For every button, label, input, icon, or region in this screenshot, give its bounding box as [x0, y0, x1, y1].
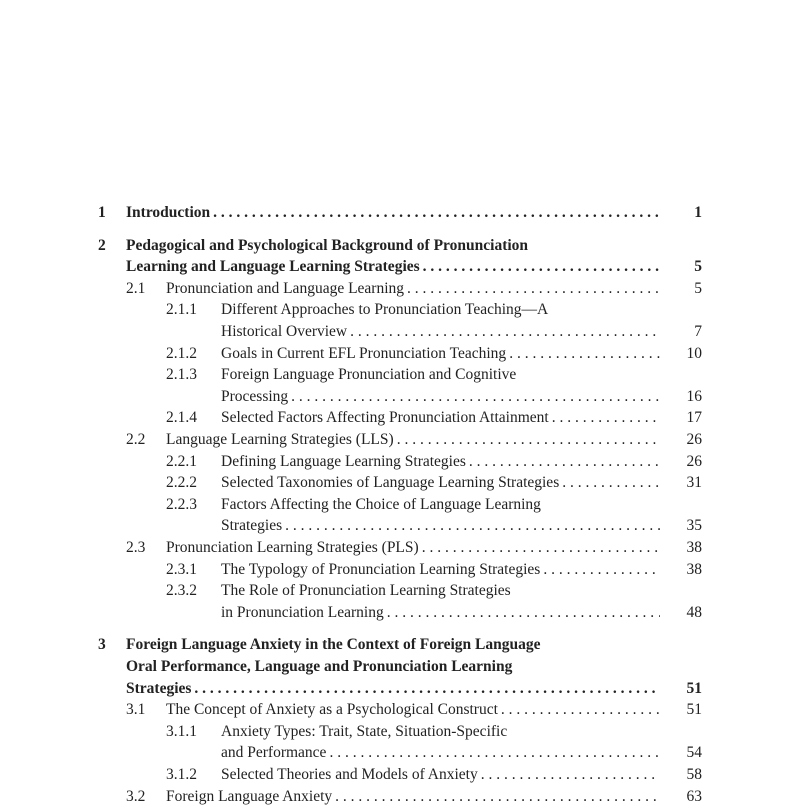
leader-dots: [285, 515, 660, 537]
toc-entry-page: 5: [694, 258, 702, 276]
toc-entry-title: Selected Factors Affecting Pronunciation Attainment: [221, 409, 549, 427]
leader-dots: [329, 742, 660, 764]
toc-entry-number: 2.2.2: [166, 474, 197, 492]
toc-entry-title: Factors Affecting the Choice of Language Learning: [221, 495, 541, 513]
toc-entry-number: 2.2: [126, 431, 146, 448]
toc-entry-number: 2.3: [126, 539, 146, 556]
toc-entry-number: 2.2.1: [166, 452, 197, 470]
toc-entry-title: Defining Language Learning Strategies: [221, 452, 466, 470]
toc-entry-title: Strategies: [126, 679, 192, 697]
leader-dots: [350, 321, 660, 343]
toc-entry-number: 2.2.3: [166, 495, 197, 513]
toc-entry-title: Selected Theories and Models of Anxiety: [221, 766, 478, 783]
leader-dots: [423, 256, 660, 278]
toc-entry-title: Goals in Current EFL Pronunciation Teaching: [221, 344, 507, 362]
toc-entry-title: Processing: [221, 387, 289, 405]
toc-entry-title: The Typology of Pronunciation Learning Strategies: [221, 560, 541, 578]
toc-entry-page: 5: [694, 279, 702, 297]
leader-dots: [387, 602, 660, 624]
toc-entry-page: 7: [694, 323, 702, 340]
leader-dots: [422, 537, 660, 559]
toc-entry-page: 10: [686, 344, 702, 362]
toc-entry-title: Learning and Language Learning Strategies: [126, 258, 420, 276]
toc-entry-page: 51: [686, 679, 702, 697]
toc-entry-number: 2.1.3: [166, 366, 197, 384]
toc-entry-title: Strategies: [221, 517, 283, 535]
toc-entry-page: 48: [686, 603, 702, 621]
toc-entry-page: 35: [686, 517, 702, 535]
toc-entry-title: Foreign Language Anxiety in the Context of Foreign Language: [126, 636, 541, 654]
toc-entry-title: Language Learning Strategies (LLS): [166, 431, 394, 448]
toc-entry-title: Oral Performance, Language and Pronunciation Learning: [126, 658, 513, 675]
toc-entry-page: 31: [686, 474, 702, 492]
toc-entry-page: 51: [686, 701, 702, 719]
leader-dots: [291, 386, 660, 408]
toc-entry-page: 17: [686, 409, 702, 427]
toc-entry-page: 38: [686, 539, 702, 556]
leader-dots: [213, 202, 660, 224]
toc-entry-page: 54: [686, 744, 702, 762]
leader-dots: [509, 343, 660, 365]
toc-entry-title: Foreign Language Anxiety: [166, 787, 333, 805]
toc-entry-page: 26: [686, 431, 702, 448]
leader-dots: [481, 764, 660, 786]
toc-entry-page: 1: [694, 204, 702, 221]
toc-entry-number: 2.1.4: [166, 409, 197, 427]
leader-dots: [397, 429, 660, 451]
toc-entry-title: Historical Overview: [221, 323, 348, 340]
toc-entry-title: The Concept of Anxiety as a Psychological Construct: [166, 701, 498, 719]
toc-entry-number: 3.2: [126, 787, 146, 805]
leader-dots: [543, 559, 660, 581]
toc-entry-number: 3.1.1: [166, 722, 197, 740]
leader-dots: [469, 451, 660, 473]
toc-entry-title: Different Approaches to Pronunciation Teaching—A: [221, 301, 549, 319]
leader-dots: [194, 678, 660, 700]
toc-entry-title: Pronunciation and Language Learning: [166, 279, 405, 297]
leader-dots: [562, 472, 660, 494]
toc-entry-title: in Pronunciation Learning: [221, 603, 384, 621]
toc-entry-page: 63: [686, 787, 702, 805]
toc-entry-title: Anxiety Types: Trait, State, Situation-Specific: [221, 722, 508, 740]
toc-entry-number: 2.1.1: [166, 301, 197, 319]
toc-entry-title: Foreign Language Pronunciation and Cognitive: [221, 366, 517, 384]
toc-entry-number: 1: [98, 204, 106, 221]
toc-entry-title: Pronunciation Learning Strategies (PLS): [166, 539, 419, 556]
toc-entry-title: and Performance: [221, 744, 327, 762]
toc-entry-page: 26: [686, 452, 702, 470]
toc-entry-title: The Role of Pronunciation Learning Strategies: [221, 582, 511, 600]
toc-entry-number: 2.3.2: [166, 582, 197, 600]
toc-entry-number: 3.1.2: [166, 766, 197, 783]
leader-dots: [501, 699, 660, 721]
toc-entry-number: 2.1: [126, 279, 146, 297]
toc-entry-number: 2: [98, 236, 106, 254]
toc-entry-number: 2.1.2: [166, 344, 197, 362]
leader-dots: [335, 786, 660, 808]
toc-entry-page: 38: [686, 560, 702, 578]
toc-entry-page: 58: [686, 766, 702, 783]
toc-entry-page: 16: [686, 387, 702, 405]
toc-entry-title: Selected Taxonomies of Language Learning Strategies: [221, 474, 560, 492]
toc-entry-number: 3: [98, 636, 106, 654]
leader-dots: [552, 407, 660, 429]
toc-entry-title: Pedagogical and Psychological Background of Pronunciation: [126, 236, 529, 254]
toc-entry-title: Introduction: [126, 204, 211, 221]
toc-entry-number: 2.3.1: [166, 560, 197, 578]
leader-dots: [407, 278, 660, 300]
toc-entry-number: 3.1: [126, 701, 146, 719]
